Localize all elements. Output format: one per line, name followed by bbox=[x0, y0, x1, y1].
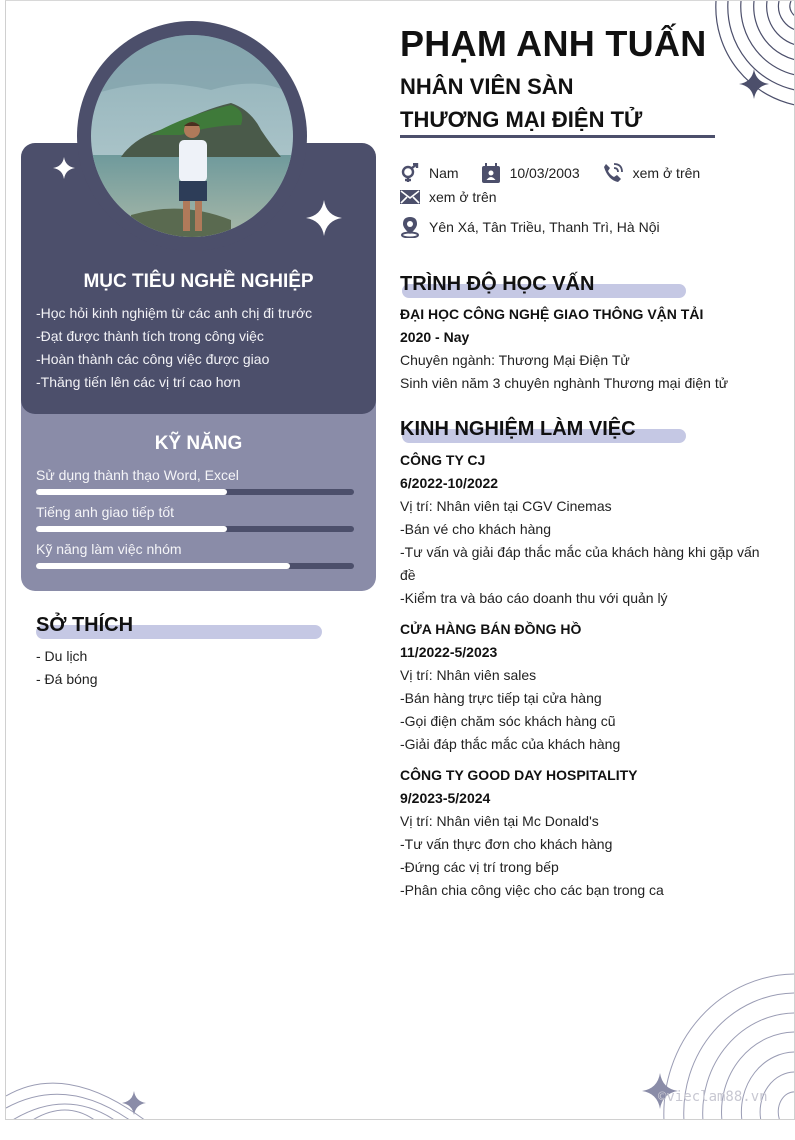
hobbies-list bbox=[36, 645, 97, 691]
hobbies-title: SỞ THÍCH bbox=[36, 614, 134, 636]
job-duty: -Phân chia công việc cho các bạn trong ca bbox=[400, 882, 664, 898]
calendar-icon bbox=[481, 163, 501, 183]
job-duty: -Tư vấn thực đơn cho khách hàng bbox=[400, 836, 613, 852]
objective-item: -Hoàn thành các công việc được giao bbox=[36, 351, 270, 367]
email-item bbox=[400, 189, 497, 205]
phone-value: xem ở trên bbox=[632, 165, 701, 181]
experience-title: KINH NGHIỆM LÀM VIỆC bbox=[400, 418, 636, 440]
hobby-item: - Du lịch bbox=[36, 648, 88, 664]
skill-item bbox=[36, 540, 354, 569]
sparkle-icon bbox=[306, 200, 342, 236]
objective-list bbox=[36, 302, 312, 394]
phone-item bbox=[602, 162, 701, 184]
skill-progress-fill bbox=[36, 526, 227, 532]
job-position: Vị trí: Nhân viên tại Mc Donald's bbox=[400, 813, 599, 829]
skill-progress-bar bbox=[36, 489, 354, 495]
job-duty: -Tư vấn và giải đáp thắc mắc của khách hàng khi gặp vấn đề bbox=[400, 544, 760, 583]
job-duty: -Kiểm tra và báo cáo doanh thu với quản lý bbox=[400, 590, 668, 606]
job-title-line1: NHÂN VIÊN SÀN bbox=[400, 74, 574, 99]
job-duty: -Gọi điện chăm sóc khách hàng cũ bbox=[400, 713, 616, 729]
job-period: 6/2022-10/2022 bbox=[400, 475, 499, 491]
skill-item bbox=[36, 503, 354, 532]
job-period: 9/2023-5/2024 bbox=[400, 790, 491, 806]
job-position: Vị trí: Nhân viên tại CGV Cinemas bbox=[400, 498, 612, 514]
job-period: 11/2022-5/2023 bbox=[400, 644, 498, 660]
contact-row bbox=[400, 189, 519, 205]
sparkle-icon bbox=[122, 1091, 146, 1115]
education-major: Chuyên ngành: Thương Mại Điện Tử bbox=[400, 352, 630, 368]
mail-icon bbox=[400, 189, 420, 205]
candidate-name: PHẠM ANH TUẤN bbox=[400, 23, 707, 64]
skills-title: KỸ NĂNG bbox=[154, 433, 243, 454]
sparkle-icon bbox=[739, 69, 769, 99]
contact-row bbox=[400, 216, 682, 238]
skill-item bbox=[36, 466, 354, 495]
title-divider bbox=[400, 135, 715, 138]
address-value: Yên Xá, Tân Triều, Thanh Trì, Hà Nội bbox=[429, 219, 660, 235]
job-entry bbox=[400, 449, 780, 610]
phone-icon bbox=[602, 162, 624, 184]
cv-page bbox=[5, 0, 795, 1120]
skill-label: Sử dụng thành thạo Word, Excel bbox=[36, 467, 239, 483]
objective-title: MỤC TIÊU NGHỀ NGHIỆP bbox=[83, 271, 314, 292]
sparkle-icon bbox=[53, 157, 75, 179]
profile-photo bbox=[91, 35, 293, 237]
skill-progress-fill bbox=[36, 563, 290, 569]
skill-progress-bar bbox=[36, 526, 354, 532]
email-value: xem ở trên bbox=[429, 189, 497, 205]
contact-row bbox=[400, 162, 722, 184]
objective-item: -Thăng tiến lên các vị trí cao hơn bbox=[36, 374, 241, 390]
job-entry bbox=[400, 618, 780, 756]
education-period: 2020 - Nay bbox=[400, 329, 470, 345]
education-note: Sinh viên năm 3 chuyên nghành Thương mại điện tử bbox=[400, 375, 729, 391]
job-title-line2: THƯƠNG MẠI ĐIỆN TỬ bbox=[400, 107, 643, 132]
job-duty: -Đứng các vị trí trong bếp bbox=[400, 859, 559, 875]
objective-item: -Đạt được thành tích trong công việc bbox=[36, 328, 264, 344]
objective-item: -Học hỏi kinh nghiệm từ các anh chị đi trước bbox=[36, 305, 313, 321]
hobby-item: - Đá bóng bbox=[36, 671, 98, 687]
company-name: CÔNG TY CJ bbox=[400, 452, 486, 468]
education-title: TRÌNH ĐỘ HỌC VẤN bbox=[400, 273, 595, 295]
skill-label: Tiếng anh giao tiếp tốt bbox=[36, 504, 175, 520]
address-item bbox=[400, 216, 660, 238]
watermark: ©vieclam88.vn bbox=[658, 1089, 768, 1105]
skill-label: Kỹ năng làm việc nhóm bbox=[36, 541, 182, 557]
birthday-value: 10/03/2003 bbox=[509, 165, 580, 181]
skill-progress-fill bbox=[36, 489, 227, 495]
birthday-item bbox=[481, 163, 580, 183]
company-name: CỬA HÀNG BÁN ĐỒNG HỒ bbox=[400, 621, 582, 637]
location-pin-icon bbox=[400, 216, 420, 238]
job-entry bbox=[400, 764, 780, 902]
job-duty: -Giải đáp thắc mắc của khách hàng bbox=[400, 736, 621, 752]
job-position: Vị trí: Nhân viên sales bbox=[400, 667, 537, 683]
education-block bbox=[400, 303, 780, 395]
job-duty: -Bán hàng trực tiếp tại cửa hàng bbox=[400, 690, 602, 706]
avatar bbox=[91, 35, 293, 237]
job-duty: -Bán vé cho khách hàng bbox=[400, 521, 551, 537]
gender-item bbox=[400, 163, 459, 183]
company-name: CÔNG TY GOOD DAY HOSPITALITY bbox=[400, 767, 638, 783]
gender-value: Nam bbox=[429, 165, 459, 181]
gender-icon bbox=[400, 163, 420, 183]
skill-progress-bar bbox=[36, 563, 354, 569]
school-name: ĐẠI HỌC CÔNG NGHỆ GIAO THÔNG VẬN TẢI bbox=[400, 306, 704, 322]
